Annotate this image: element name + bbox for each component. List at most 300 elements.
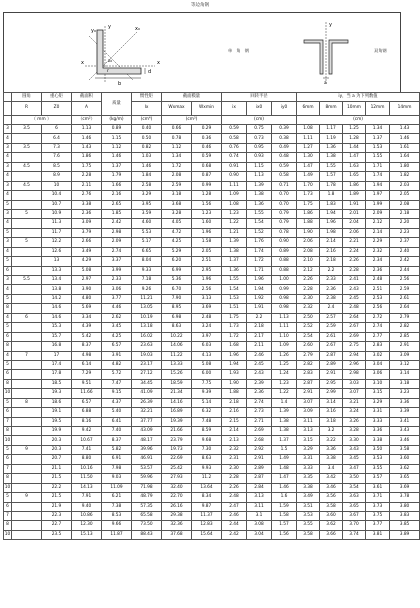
table-cell: 4.25 [102,332,132,341]
table-cell: 2.26 [297,276,320,285]
table-cell: 17.4 [42,360,72,369]
table-cell: 1.13 [72,125,102,134]
table-cell: 1.23 [192,209,222,218]
table-row [4,474,420,483]
table-cell: 3.70 [343,521,366,530]
table-cell: 7.75 [192,379,222,388]
table-cell: 2.65 [102,200,132,209]
table-cell: 0.79 [272,209,297,218]
table-cell: 0.59 [222,125,247,134]
single-angle-diagram [75,18,170,88]
table-cell: 22.7 [42,521,72,530]
table-cell: 2.44 [222,521,247,530]
table-cell: 32.21 [132,408,162,417]
table-cell: 0.40 [132,125,162,134]
table-cell: 2.28 [343,266,366,275]
table-cell: 1.94 [366,181,390,190]
table-cell: 2.04 [343,219,366,228]
table-cell: 37.77 [132,417,162,426]
table-cell: 1.44 [343,143,366,152]
label-b: b [118,81,122,87]
table-cell: 3.38 [72,200,102,209]
table-cell: 10.9 [42,209,72,218]
table-cell: 0.89 [272,247,297,256]
table-cell: 1.15 [102,134,132,143]
table-cell: 4 [4,285,12,294]
table-cell: 3.55 [366,464,390,473]
table-cell: 0.70 [272,191,297,200]
table-row [4,294,420,303]
table-cell: 14.06 [162,342,192,351]
table-cell: 10 [4,389,12,398]
unit-cm2: （cm²） [72,116,102,125]
table-cell: 2.56 [192,285,222,294]
table-cell: 7.30 [192,445,222,454]
table-cell: 1.34 [162,153,192,162]
table-cell: 6 [4,455,12,464]
table-cell: 2.48 [343,304,366,313]
table-cell: 0.82 [132,143,162,152]
table-cell: 1.88 [297,219,320,228]
table-cell: 4.13 [192,351,222,360]
table-cell: 0.71 [272,181,297,190]
table-row [4,143,420,152]
table-cell: 3.45 [102,323,132,332]
table-cell: 2.03 [390,181,420,190]
table-cell: 7.3 [42,143,72,152]
table-cell: 41.09 [132,389,162,398]
table-cell: 1.72 [247,257,272,266]
table-cell: 1.91 [247,304,272,313]
table-cell: 3.42 [320,474,343,483]
table-cell: 2.33 [102,276,132,285]
unit-cm3: (cm³) [162,116,222,125]
table-cell: 15.7 [42,332,72,341]
table-cell: 1.61 [390,143,420,152]
table-cell: 0.90 [222,172,247,181]
table-cell: 7.90 [162,294,192,303]
table-cell: 4.98 [72,351,102,360]
table-cell: 3.62 [390,464,420,473]
table-cell: 2.98 [343,370,366,379]
table-cell: 6.32 [192,408,222,417]
table-cell: 1.71 [366,162,390,171]
table-cell: 6.99 [162,266,192,275]
header-iy-a: iy，当 a 为下列数值 [297,93,420,102]
table-row [4,266,420,275]
table-row [4,191,420,200]
table-cell: 3.2 [320,427,343,436]
table-cell: 1.86 [297,209,320,218]
table-cell: 2.06 [343,228,366,237]
table-cell: 1.75 [222,313,247,322]
table-row [4,209,420,218]
table-cell: 22.70 [162,493,192,502]
table-cell: 14.16 [162,398,192,407]
table-cell: 3.45 [343,455,366,464]
table-cell: 23.17 [132,360,162,369]
table-cell: 2.28 [72,172,102,181]
table-cell: 3 [4,181,12,190]
table-cell: 2.95 [320,379,343,388]
table-cell: 2.32 [366,247,390,256]
table-cell: 2.08 [390,200,420,209]
table-cell: 6.20 [162,257,192,266]
table-cell: 3.30 [343,436,366,445]
table-cell: 6 [4,332,12,341]
table-cell: 1.54 [247,219,272,228]
table-cell: 3.29 [297,445,320,454]
table-cell: 3.85 [390,521,420,530]
table-cell: 4.80 [72,294,102,303]
pair-label-a: a [324,81,327,86]
table-cell: 3.4 [320,464,343,473]
table-cell: 1.37 [272,436,297,445]
table-cell: 4.72 [162,228,192,237]
table-cell: 12.2 [42,238,72,247]
table-cell: 3.33 [297,464,320,473]
table-cell [12,483,42,492]
table-cell: 0.74 [222,153,247,162]
table-cell: 1.43 [390,125,420,134]
table-cell: 0.98 [272,294,297,303]
table-cell: 22.2 [42,483,72,492]
table-cell: 3.46 [320,483,343,492]
table-row [4,360,420,369]
table-cell: 0.46 [192,143,222,152]
table-cell: 0.95 [247,143,272,152]
header-moment: 惯性矩 [132,93,162,102]
table-cell: 1.39 [222,238,247,247]
table-cell: 8.63 [162,323,192,332]
table-cell: 2.91 [247,455,272,464]
table-row [4,398,420,407]
table-cell: 19.3 [42,389,72,398]
table-cell: 2.31 [222,455,247,464]
table-cell: 1.72 [162,162,192,171]
table-cell: 1.23 [222,209,247,218]
table-cell: 2.48 [192,313,222,322]
table-cell: 6.70 [162,285,192,294]
table-cell: 2.72 [366,313,390,322]
table-cell: 0.68 [192,162,222,171]
table-row [4,332,420,341]
table-cell: 3.28 [343,427,366,436]
table-cell: 2.36 [72,209,102,218]
table-cell: 2.30 [297,294,320,303]
table-cell [12,247,42,256]
table-cell: 2.18 [222,398,247,407]
label-z0: z₀ [108,59,113,64]
table-cell: 2.89 [247,464,272,473]
table-cell: 3.12 [390,360,420,369]
table-cell: 7.29 [72,370,102,379]
table-cell: 2.85 [390,332,420,341]
pair-label-y: y [329,22,332,28]
table-cell: 3.03 [343,379,366,388]
table-cell: 20.7 [42,455,72,464]
table-cell: 1.22 [272,389,297,398]
table-cell [12,200,42,209]
table-cell: 19.73 [162,445,192,454]
table-cell: 1.60 [192,219,222,228]
table-cell: 4 [4,219,12,228]
table-cell: 3.21 [343,398,366,407]
table-cell: 1.49 [297,172,320,181]
table-cell: 8 [4,474,12,483]
table-cell: 1.19 [320,134,343,143]
table-cell: 2.14 [366,228,390,237]
table-cell: 3.16 [320,408,343,417]
table-cell: 0.58 [222,134,247,143]
table-cell: 3.65 [343,502,366,511]
table-cell: 1.38 [320,153,343,162]
table-cell: 2.83 [297,370,320,379]
table-cell: 13.4 [42,276,72,285]
table-cell: 5 [4,493,12,502]
table-cell: 1.12 [162,143,192,152]
table-cell: 0.70 [272,200,297,209]
table-cell: 2.39 [247,379,272,388]
table-cell: 2.79 [390,313,420,322]
table-cell: 1.74 [366,172,390,181]
table-cell: 9.39 [192,389,222,398]
table-cell: 1.68 [222,342,247,351]
table-cell [12,360,42,369]
table-cell: 3 [4,162,12,171]
table-row [4,181,420,190]
table-cell: 2.84 [247,483,272,492]
table-cell: 4.29 [72,257,102,266]
table-cell: 2.45 [247,360,272,369]
table-row [4,342,420,351]
table-cell: 5 [4,323,12,332]
header-modulus: 截面模量 [162,93,222,102]
table-cell: 9.68 [192,436,222,445]
label-y0: y₀ [91,28,96,34]
table-cell: 8 [12,398,42,407]
table-row [4,511,420,520]
table-cell [12,266,42,275]
table-cell: 10 [4,530,12,539]
table-cell: 5 [4,257,12,266]
table-cell: 3.54 [343,483,366,492]
table-cell: 3 [4,143,12,152]
table-cell: 1.97 [366,191,390,200]
header-12mm: 12mm [366,102,390,116]
table-cell [12,502,42,511]
table-cell: 3 [4,276,12,285]
table-cell: 6 [42,125,72,134]
table-cell: 1.00 [272,276,297,285]
table-cell: 2.09 [366,209,390,218]
table-cell: 12.6 [42,247,72,256]
table-cell: 3.79 [72,228,102,237]
table-row [4,493,420,502]
table-cell [12,427,42,436]
label-x0: x₀ [135,26,140,32]
table-cell: 1.08 [297,125,320,134]
table-cell: 1.94 [320,209,343,218]
table-cell: 2.64 [343,313,366,322]
table-cell: 2.18 [247,323,272,332]
table-cell: 2.4 [320,304,343,313]
table-cell: 0.99 [192,181,222,190]
table-cell: 3.50 [366,445,390,454]
table-cell: 3.11 [247,502,272,511]
table-cell: 2.47 [222,502,247,511]
table-cell: 6.41 [102,417,132,426]
table-cell: 27.12 [132,370,162,379]
table-cell: 2.51 [192,257,222,266]
table-cell [12,285,42,294]
table-cell: 1.75 [72,162,102,171]
table-cell: 1.59 [272,502,297,511]
table-cell: 6 [4,502,12,511]
table-row [4,285,420,294]
table-cell: 0.91 [222,162,247,171]
table-cell: 1.28 [343,134,366,143]
table-cell: 1.23 [272,379,297,388]
table-cell: 5.08 [72,266,102,275]
table-cell: 3.78 [390,493,420,502]
table-cell: 1.46 [272,483,297,492]
table-cell: 2.73 [247,408,272,417]
table-cell: 1.74 [247,247,272,256]
table-cell: 2.10 [297,257,320,266]
table-cell: 1.36 [222,266,247,275]
table-cell: 26.16 [162,502,192,511]
table-cell: 7.18 [132,276,162,285]
table-cell: 3.09 [297,408,320,417]
table-cell: 1.17 [320,125,343,134]
table-cell: 7.41 [72,445,102,454]
table-cell: 48.79 [132,493,162,502]
table-cell: 6 [4,408,12,417]
table-cell: 5.36 [162,276,192,285]
table-cell: 2.87 [297,379,320,388]
header-ix: ix [222,102,247,116]
table-cell: 5 [12,209,42,218]
table-cell: 1.83 [320,200,343,209]
table-cell: 1.28 [192,191,222,200]
header-radius-gyration: 回转半径 [222,93,297,102]
table-cell [12,379,42,388]
table-cell: 3.14 [320,398,343,407]
table-cell: 1.25 [343,125,366,134]
table-cell: 0.38 [272,134,297,143]
table-cell: 6 [4,370,12,379]
table-cell: 2.42 [102,219,132,228]
table-cell: 1.53 [366,143,390,152]
table-cell [12,417,42,426]
table-cell: 2.15 [222,417,247,426]
table-cell: 20.3 [42,436,72,445]
table-cell: 6.91 [102,455,132,464]
table-cell: 3.18 [162,191,192,200]
table-cell: 9.33 [132,266,162,275]
table-row [4,238,420,247]
page-title: 等边角钢 [191,3,209,8]
table-cell: 2.74 [247,398,272,407]
table-cell: 8.95 [162,304,192,313]
table-cell: 3.46 [390,436,420,445]
table-row [4,200,420,209]
table-cell: 1.56 [272,530,297,539]
table-cell: 9.15 [102,389,132,398]
table-cell: 0.50 [132,134,162,143]
table-row [4,521,420,530]
table-cell: 2.82 [390,323,420,332]
table-cell [12,257,42,266]
table-cell: 1.76 [247,238,272,247]
table-cell: 43.09 [132,427,162,436]
header-A: A [72,102,102,116]
table-cell: 2.34 [366,257,390,266]
table-cell: 3.35 [297,474,320,483]
table-row [4,417,420,426]
table-cell: 1.47 [343,153,366,162]
table-cell: 5.82 [102,445,132,454]
table-cell: 2.08 [162,172,192,181]
table-cell: 3.58 [320,502,343,511]
table-cell: 3.69 [192,304,222,313]
table-cell: 1.27 [297,143,320,152]
table-cell: 5.42 [72,332,102,341]
table-cell: 2.68 [247,436,272,445]
table-cell: 25.42 [162,464,192,473]
table-cell: 19.03 [132,351,162,360]
table-cell: 3.24 [343,408,366,417]
table-row [4,502,420,511]
table-cell: 3.51 [297,502,320,511]
table-cell: 8 [4,427,12,436]
table-cell: 3.28 [162,209,192,218]
table-cell: 9.42 [72,427,102,436]
table-cell: 4.82 [102,360,132,369]
table-cell: 13.18 [132,323,162,332]
table-cell: 2.67 [320,342,343,351]
table-cell: 3.36 [390,398,420,407]
table-cell [12,342,42,351]
table-cell: 2.83 [366,342,390,351]
table-cell: 2.60 [297,342,320,351]
table-cell: 3.37 [102,257,132,266]
table-cell: 9.51 [72,379,102,388]
table-cell: 3.50 [343,474,366,483]
table-cell: 3.06 [102,285,132,294]
table-cell: 17.8 [42,370,72,379]
table-cell: 14.6 [42,304,72,313]
label-y: y [108,24,111,30]
table-cell: 2.45 [343,294,366,303]
table-cell: 73.50 [132,521,162,530]
table-cell: 29.38 [162,511,192,520]
table-cell: 3.23 [390,389,420,398]
table-cell: 3.14 [390,370,420,379]
table-cell: 2.42 [222,530,247,539]
table-cell: 3.49 [72,247,102,256]
table-cell: 0.79 [272,219,297,228]
table-cell: 2.11 [247,342,272,351]
table-cell: 11.21 [132,294,162,303]
table-cell: 2.44 [390,266,420,275]
table-cell: 11.50 [72,474,102,483]
table-cell: 13.3 [42,266,72,275]
table-cell: 1.37 [366,134,390,143]
table-cell: 3.1 [247,511,272,520]
table-cell: 2.74 [102,247,132,256]
